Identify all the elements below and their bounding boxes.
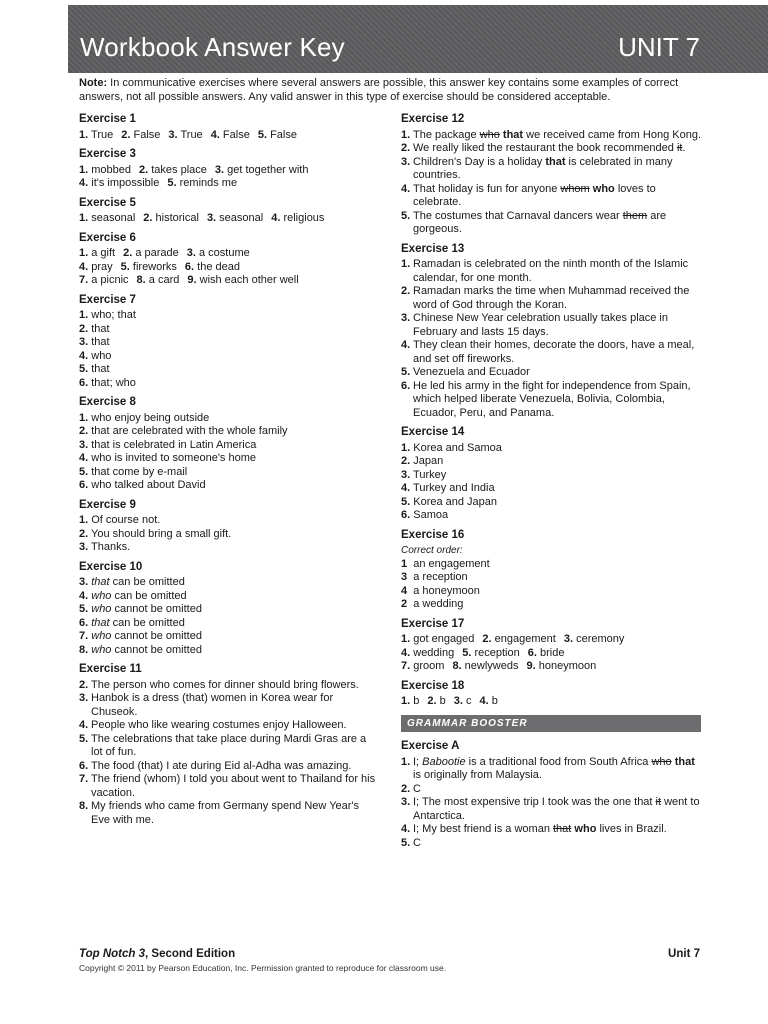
page-title: Workbook Answer Key (80, 32, 345, 62)
copyright: Copyright © 2011 by Pearson Education, Inc. Permission granted to reproduce for classroom use. (79, 963, 447, 973)
exercise-title: Exercise 12 (401, 113, 465, 125)
footer-unit: Unit 7 (668, 948, 700, 960)
page-header (68, 5, 768, 73)
grammar-booster-banner: GRAMMAR BOOSTER (401, 715, 701, 733)
exercise-10: Exercise 10 3. that can be omitted 4. who can be omitted 5. who cannot be omitted 6. that can be omitted 7. who cannot be omitted 8. who cannot be omitted (79, 561, 379, 658)
exercise-title: Exercise 13 (401, 242, 465, 255)
exercise-title: Exercise 17 (401, 617, 465, 630)
exercise-title: Exercise 9 (79, 498, 136, 511)
footer-book-title (79, 948, 235, 960)
exercise-7: Exercise 7 1. who; that 2. that 3. that 4. who 5. that 6. that; who (79, 294, 379, 391)
exercise-title: Exercise 6 (79, 231, 136, 244)
exercise-11: Exercise 11 2. The person who comes for dinner should bring flowers. 3. Hanbok is a dress (that) women in Korea wear for Chuseok. 4. People who like wearing costumes enjoy Halloween. 5. The celebrations that take place during Mardi Gras are a lot of fun. 6. The food (that) I ate during Eid al-Adha was amazing. 7. The friend (whom) I told you about went to Thailand for his vacation. 8. My friends who came from Germany spend New Year's Eve with me. (79, 663, 379, 827)
exercise-8: Exercise 8 1. who enjoy being outside 2. that are celebrated with the whole family 3. that is celebrated in Latin America 4. who is invited to someone's home 5. that come by e-mail 6. who talked about David (79, 396, 379, 493)
exercise-5: Exercise 5 1. seasonal 2. historical 3. seasonal 4. religious (79, 197, 379, 226)
exercise-title: Exercise 11 (79, 663, 142, 675)
exercise-16: Exercise 16 Correct order: 1 an engagement 3 a reception 4 a honeymoon 2 a wedding (401, 529, 701, 612)
exercise-title: Exercise A (401, 740, 460, 752)
exercise-12: Exercise 12 1. The package who that we received came from Hong Kong. 2. We really liked the restaurant the book recommended it. 3. Children's Day is a holiday that is celebrated in many countries. 4. That holiday is fun for anyone whom who loves to celebrate. 5. The costumes that Carnaval dancers wear them are gorgeous. (401, 113, 701, 235)
left-column (79, 113, 379, 833)
exercise-17: Exercise 17 1. got engaged 2. engagement 3. ceremony 4. wedding 5. reception 6. bride 7. groom 8. newlyweds 9. honeymoon (401, 618, 701, 674)
exercise-title: Exercise 18 (401, 679, 465, 692)
exercise-title: Exercise 5 (79, 196, 136, 209)
exercise-13: Exercise 13 1. Ramadan is celebrated on the ninth month of the Islamic calendar, for one month. 2. Ramadan marks the time when Muhammad received the word of God through the Koran. 3. Chinese New Year celebration usually takes place in February and lasts 15 days. 4. They clean their homes, decorate the doors, have a meal, and set off fireworks. 5. Venezuela and Ecuador 6. He led his army in the fight for independence from Spain, which helped liberate Venezuela, Bolivia, Colombia, Ecuador, Peru, and Panama. (401, 243, 701, 421)
exercise-title: Exercise 7 (79, 293, 136, 306)
exercise-title: Exercise 14 (401, 426, 465, 438)
book-name: Top Notch 3 (79, 948, 146, 960)
exercise-18: Exercise 18 1. b 2. b 3. c 4. b (401, 680, 701, 709)
exercise-title: Exercise 1 (79, 113, 136, 125)
exercise-1: Exercise 1 1. True 2. False 3. True 4. False 5. False (79, 113, 379, 142)
exercise-title: Exercise 3 (79, 148, 136, 160)
exercise-9: Exercise 9 1. Of course not. 2. You should bring a small gift. 3. Thanks. (79, 499, 379, 555)
exercise-title: Exercise 8 (79, 396, 136, 408)
exercise-a: Exercise A 1. I; Babootie is a traditional food from South Africa who that is originally from Malaysia. 2. C 3. I; The most expensive trip I took was the one that it went to Antarctica. 4. I; My best friend is a woman that who lives in Brazil. 5. C (401, 740, 700, 849)
note-text: In communicative exercises where several answers are possible, this answer key contains some examples of correct answers, not all possible answers. Any valid answer in this type of exercise should be considered acceptable. (79, 77, 679, 103)
exercise-3: Exercise 3 1. mobbed 2. takes place 3. get together with 4. it's impossible 5. reminds me (79, 148, 379, 191)
exercise-title: Exercise 16 (401, 528, 465, 541)
right-column (401, 113, 701, 856)
unit-label: UNIT 7 (618, 32, 700, 62)
book-edition: , Second Edition (145, 948, 236, 960)
note-label: Note: (79, 77, 108, 89)
exercise-6: Exercise 6 1. a gift 2. a parade 3. a costume 4. pray 5. fireworks 6. the dead 7. a picnic 8. a card 9. wish each other well (79, 232, 379, 288)
exercise-14: Exercise 14 1. Korea and Samoa 2. Japan 3. Turkey 4. Turkey and India 5. Korea and Japan 6. Samoa (401, 426, 701, 523)
exercise-title: Exercise 10 (79, 560, 143, 573)
note (79, 77, 689, 104)
